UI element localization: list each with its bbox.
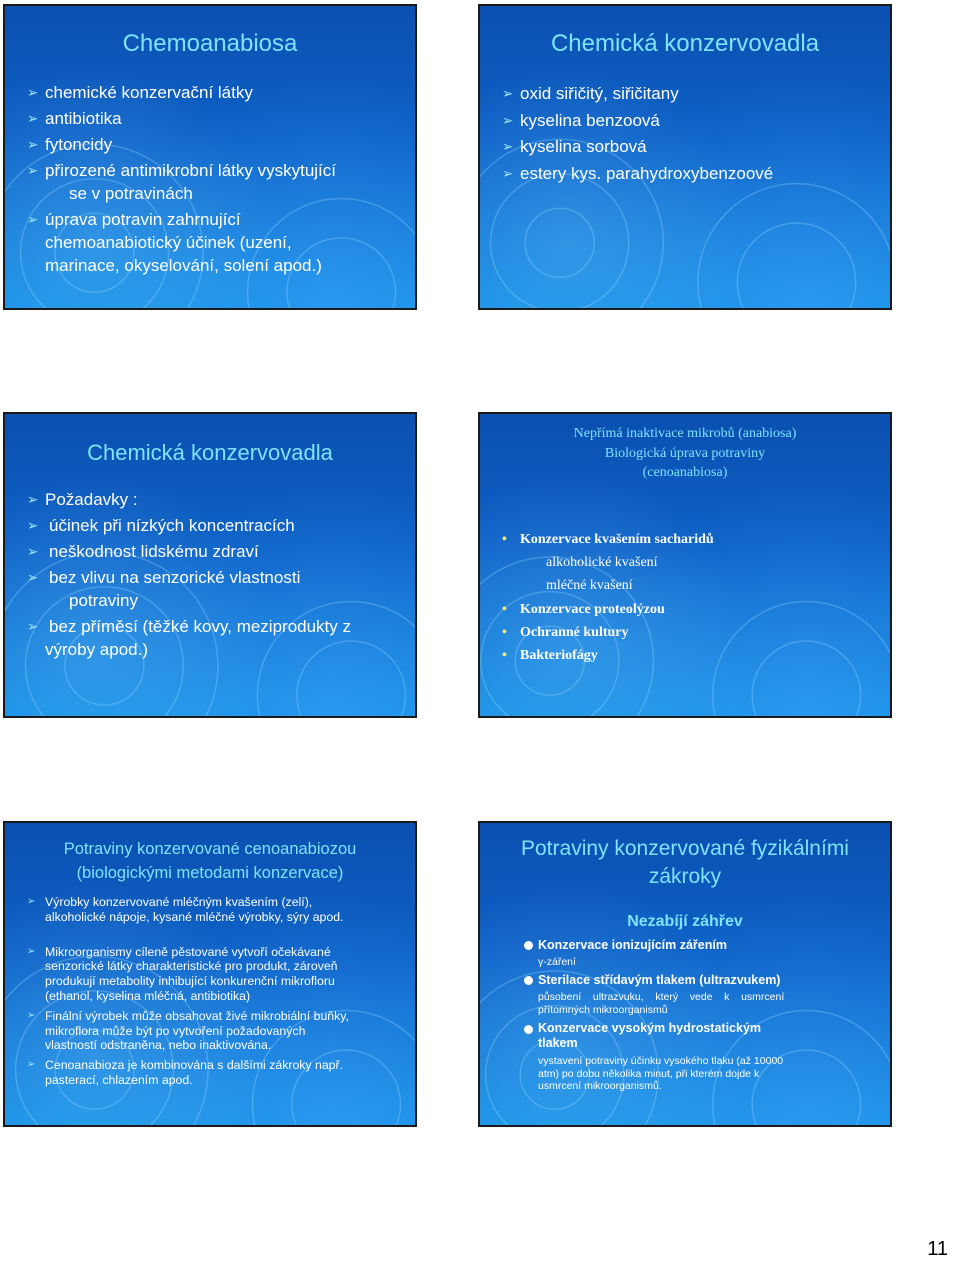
arrow-bullet-icon: ➢	[27, 111, 39, 126]
slide-title: Chemická konzervovadla	[87, 440, 333, 465]
list-item: • Konzervace proteolýzou	[502, 598, 882, 621]
slide-title: Nepřímá inaktivace mikrobů (anabiosa) Biologická úprava potraviny (cenoanabiosa)	[573, 426, 797, 480]
arrow-bullet-icon: ➢	[27, 518, 39, 533]
list-item: ➢ Mikroorganismy cíleně pěstované vytvoří očekávané senzorické látky charakteristické pro produkt, zároveň produkují metabolity inhibující konkurenční mikrofloru (ethanol, kyselina mléčná, antibiotika)	[27, 944, 338, 1003]
arrow-bullet-icon: ➢	[27, 85, 39, 100]
dot-bullet-icon	[524, 976, 533, 985]
arrow-bullet-icon: ➢	[27, 1059, 36, 1071]
slide-title: Chemická konzervovadla	[550, 30, 820, 57]
arrow-bullet-icon: ➢	[27, 163, 39, 178]
page-number: 11	[927, 1238, 948, 1260]
slide-title: Potraviny konzervované cenoanabiozou (biologickými metodami konzervace)	[63, 840, 357, 882]
slide-fyzikalni-zakroky	[478, 821, 892, 1127]
bullet-list	[27, 895, 411, 1088]
arrow-bullet-icon: ➢	[502, 139, 514, 154]
arrow-bullet-icon: ➢	[27, 570, 39, 585]
dot-bullet-icon: •	[502, 601, 507, 617]
arrow-bullet-icon: ➢	[27, 137, 39, 152]
bullet-list	[27, 488, 407, 661]
list-item: • Bakteriofágy	[502, 644, 882, 667]
slide-chemoanabiosa	[3, 4, 417, 310]
list-item: ➢ oxid siřičitý, siřičitany	[502, 81, 882, 108]
list-item: ➢ kyselina benzoová	[502, 108, 882, 135]
list-item: působení ultrazvuku, který vede k usmrcení přítomných mikroorganismů	[538, 991, 785, 1016]
list-item: ➢ kyselina sorbová	[502, 134, 882, 161]
list-item: ➢ Cenoanabioza je kombinována s dalšími zákroky např. pasterací, chlazením apod.	[27, 1058, 344, 1087]
dot-bullet-icon: •	[502, 624, 507, 640]
slide-title: Potraviny konzervované fyzikálními zákroky	[521, 837, 849, 888]
list-item: Sterilace střídavým tlakem (ultrazvukem)	[524, 972, 874, 989]
arrow-bullet-icon: ➢	[27, 212, 39, 227]
list-item: alkoholické kvašení	[546, 555, 658, 571]
dot-bullet-icon	[524, 941, 533, 950]
list-item: ➢ estery kys. parahydroxybenzoové	[502, 161, 882, 188]
bullet-list	[524, 937, 874, 1093]
dot-bullet-icon: •	[502, 648, 507, 664]
list-item: mléčné kvašení	[546, 578, 633, 594]
slide-chemicka-konzervovadla-list	[478, 4, 892, 310]
list-item: ➢ úprava potravin zahrnující chemoanabiotický účinek (uzení, marinace, okyselování, solení apod.)	[27, 210, 322, 275]
arrow-bullet-icon: ➢	[27, 945, 36, 957]
arrow-bullet-icon: ➢	[27, 544, 39, 559]
slide-title: Chemoanabiosa	[122, 30, 298, 57]
arrow-bullet-icon: ➢	[27, 1009, 36, 1021]
bullet-list	[502, 81, 882, 187]
list-item: ➢ Požadavky :	[27, 490, 138, 509]
arrow-bullet-icon: ➢	[502, 86, 514, 101]
arrow-bullet-icon: ➢	[502, 165, 514, 181]
slide-neprima-inaktivace	[478, 412, 892, 718]
slide-subtitle: Nezabíjí záhřev	[627, 913, 743, 930]
list-item: ➢ Finální výrobek může obsahovat živé mikrobiální buňky, mikroflora může být po vytvoření požadovaných vlastností odstraněna, nebo inaktivována.	[27, 1008, 349, 1053]
dot-bullet-icon: •	[502, 532, 507, 547]
arrow-bullet-icon: ➢	[502, 112, 514, 128]
dot-bullet-icon	[524, 1025, 533, 1034]
list-item: Konzervace vysokým hydrostatickým tlakem	[524, 1021, 874, 1051]
list-item: ➢ Výrobky konzervované mléčným kvašením (zelí), alkoholické nápoje, kysané mléčné výrobky, sýry apod.	[27, 895, 344, 924]
list-item: • Ochranné kultury	[502, 621, 882, 644]
list-item: ➢ účinek při nízkých koncentracích	[27, 516, 295, 535]
slide-chemicka-konzervovadla-pozadavky	[3, 412, 417, 718]
list-item: ➢ antibiotika	[27, 109, 122, 128]
bullet-list	[27, 81, 407, 277]
list-item: ➢ bez vlivu na senzorické vlastnosti potraviny	[27, 568, 301, 610]
list-item: ➢ bez příměsí (těžké kovy, meziprodukty z výroby apod.)	[27, 617, 352, 659]
bullet-list	[502, 528, 882, 667]
list-item: ➢ chemické konzervační látky	[27, 83, 253, 102]
list-item: ➢ fytoncidy	[27, 135, 113, 154]
slide-cenoanabioza	[3, 821, 417, 1127]
list-item: Konzervace ionizujícím zářením	[524, 937, 874, 954]
list-item: ➢ přirozené antimikrobní látky vyskytující se v potravinách	[27, 161, 336, 203]
arrow-bullet-icon: ➢	[27, 896, 36, 907]
list-item: • Konzervace kvašením sacharidů	[502, 528, 882, 551]
list-item: vystavení potraviny účinku vysokého tlaku (až 10000 atm) po dobu několika minut, při kterém dojde k usmrcení mikroorganismů.	[538, 1055, 784, 1092]
list-item: γ-záření	[538, 956, 576, 968]
arrow-bullet-icon: ➢	[27, 619, 39, 634]
list-item: ➢ neškodnost lidskému zdraví	[27, 542, 259, 561]
arrow-bullet-icon: ➢	[27, 492, 39, 507]
